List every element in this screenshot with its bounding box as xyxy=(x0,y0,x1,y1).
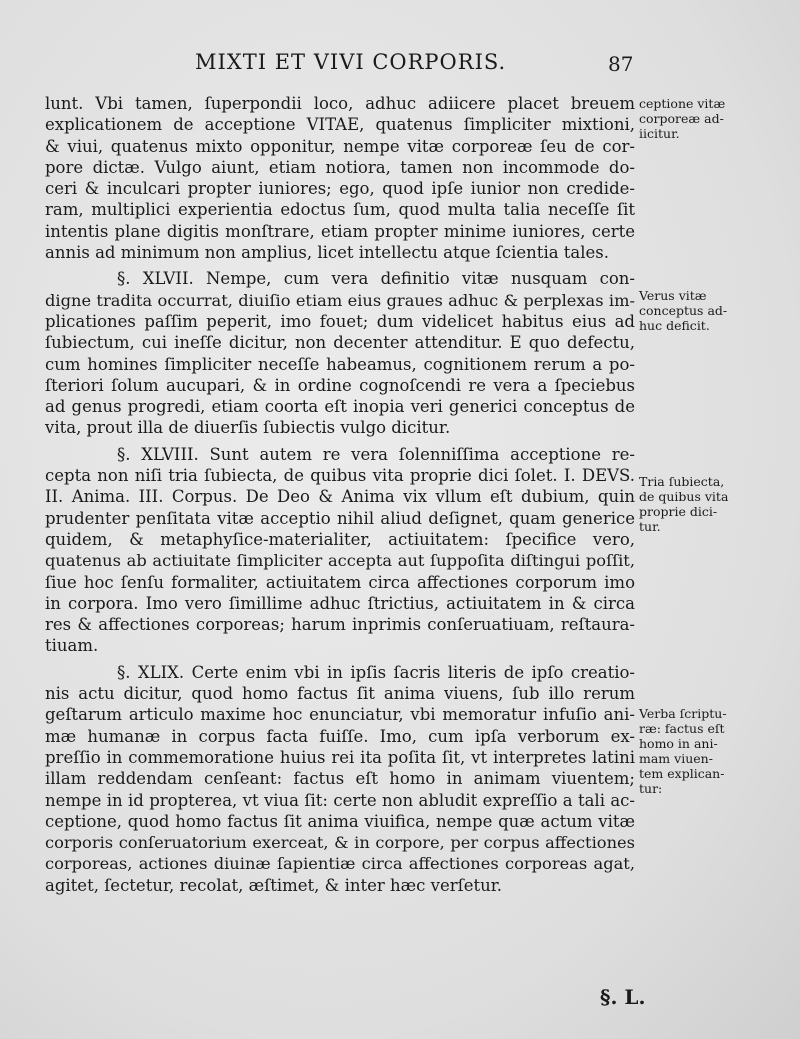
text-line: digne tradita occurrat, diuiſio etiam eius graues adhuc & perplexas im- xyxy=(45,290,635,310)
text-line: quatenus ab actiuitate ſimpliciter accepta aut ſuppoſita diſtingui poſſit, xyxy=(45,551,635,571)
margin-note-line: conceptus ad- xyxy=(639,303,728,318)
margin-note-line: ræ: factus eſt xyxy=(639,721,725,736)
text-line: ram, multiplici experientia edoctus ſum, quod multa talia neceſſe ſit xyxy=(45,200,635,220)
text-line: §. XLVII. Nempe, cum vera definitio vitæ nusquam con- xyxy=(117,269,635,289)
text-line: nempe in id propterea, vt viua ſit: certe non abludit expreſſio a tali ac- xyxy=(45,790,635,810)
text-line: agitet, ſectetur, recolat, æſtimet, & inter hæc verſetur. xyxy=(45,875,503,895)
running-header xyxy=(0,40,800,80)
paragraph-xlvii xyxy=(45,268,635,438)
text-line: res & affectiones corporeas; harum inprimis conſeruatiuam, reſtaura- xyxy=(45,615,635,635)
margin-note-line: mam viuen- xyxy=(639,751,713,766)
text-line: cum homines ſimpliciter neceſſe habeamus, cognitionem rerum a po- xyxy=(45,354,635,374)
text-line: prudenter penſitata vitæ acceptio nihil aliud deſignet, quam generice xyxy=(45,508,635,528)
text-line: §. XLVIII. Sunt autem re vera ſolenniſſima acceptione re- xyxy=(117,444,635,464)
running-title: MIXTI ET VIVI CORPORIS. xyxy=(195,50,507,74)
text-line: nis actu dicitur, quod homo factus ſit anima viuens, ſub illo rerum xyxy=(45,684,635,704)
margin-note-line: huc deficit. xyxy=(639,318,710,333)
text-line: II. Anima. III. Corpus. De Deo & Anima vix vllum eſt dubium, quin xyxy=(45,487,635,507)
margin-note-line: proprie dici- xyxy=(639,504,718,519)
text-line: ſteriori ſolum aucupari, & in ordine cognoſcendi re vera a ſpeciebus xyxy=(45,375,635,395)
paragraph-xlix xyxy=(45,662,635,896)
text-line: preſſio in commemoratione huius rei ita poſita ſit, vt interpretes latini xyxy=(45,747,635,767)
margin-note-line: ceptione vitæ xyxy=(639,96,726,111)
margin-note-line: tur: xyxy=(639,781,663,796)
margin-note-line: corporeæ ad- xyxy=(639,111,724,126)
text-line: vita, prout illa de diuerſis ſubiectis vulgo dicitur. xyxy=(45,418,451,438)
margin-note-line: iicitur. xyxy=(639,126,680,141)
text-line: lunt. Vbi tamen, ſuperpondii loco, adhuc adiicere placet breuem xyxy=(45,94,635,113)
text-line: in corpora. Imo vero ſimillime adhuc ſtrictius, actiuitatem in & circa xyxy=(45,593,635,613)
text-line: plicationes paſſim peperit, imo fouet; dum videlicet habitus eius ad xyxy=(45,311,635,331)
text-line: tiuam. xyxy=(45,636,99,656)
margin-note xyxy=(639,706,764,796)
text-line: geſtarum articulo maxime hoc enunciatur, vbi memoratur infuſio ani- xyxy=(45,705,635,725)
text-line: ceri & inculcari propter iuniores; ego, quod ipſe iunior non credide- xyxy=(45,179,635,199)
text-line: intentis plane digitis monſtrare, etiam propter minime iuniores, certe xyxy=(45,221,635,241)
text-line: quidem, & metaphyſice-materialiter, actiuitatem: ſpecifice vero, xyxy=(45,529,635,549)
margin-note-line: Verus vitæ xyxy=(639,288,707,303)
text-line: pore dictæ. Vulgo aiunt, etiam notiora, tamen non incommode do- xyxy=(45,157,635,177)
text-line: corporeas, actiones diuinæ ſapientiæ circa affectiones corporeas agat, xyxy=(45,854,635,874)
text-line: explicationem de acceptione VITAE, quatenus ſimpliciter mixtioni, xyxy=(45,115,635,135)
text-line: ceptione, quod homo factus ſit anima viuifica, nempe quæ actum vitæ xyxy=(45,811,635,831)
text-line: annis ad minimum non amplius, licet intellectu atque ſcientia tales. xyxy=(45,243,610,263)
text-line: illam reddendam cenſeant: factus eſt homo in animam viuentem; xyxy=(45,769,635,789)
catchword: §. L. xyxy=(600,985,646,1009)
text-line: ſubiectum, cui ineſſe dicitur, non decenter attenditur. E quo defectu, xyxy=(45,333,635,353)
text-line: cepta non niſi tria ſubiecta, de quibus vita proprie dici ſolet. I. DEVS. xyxy=(45,466,635,486)
text-line: corporis conſeruatorium exerceat, & in corpore, per corpus affectiones xyxy=(45,833,635,853)
paragraph xyxy=(45,93,635,263)
page-number: 87 xyxy=(608,52,634,76)
text-line: §. XLIX. Certe enim vbi in ipſis ſacris literis de ipſo creatio- xyxy=(117,662,635,682)
text-line: ſiue hoc ſenſu formaliter, actiuitatem circa affectiones corporum imo xyxy=(45,572,635,592)
margin-note-line: tem explican- xyxy=(639,766,725,781)
paragraph-xlviii xyxy=(45,444,635,657)
margin-note-line: homo in ani- xyxy=(639,736,718,751)
margin-note xyxy=(639,474,764,534)
margin-note xyxy=(639,288,764,333)
margin-note-line: Verba ſcriptu- xyxy=(639,706,727,721)
main-text xyxy=(45,93,635,896)
margin-note-line: Tria ſubiecta, xyxy=(639,474,725,489)
margin-note-line: de quibus vita xyxy=(639,489,729,504)
margin-note xyxy=(639,96,764,141)
text-line: mæ humanæ in corpus facta fuiſſe. Imo, cum ipſa verborum ex- xyxy=(45,726,635,746)
text-line: & viui, quatenus mixto opponitur, nempe vitæ corporeæ ſeu de cor- xyxy=(45,136,635,156)
text-line: ad genus progredi, etiam coorta eſt inopia veri generici conceptus de xyxy=(45,397,635,417)
margin-note-line: tur. xyxy=(639,519,661,534)
